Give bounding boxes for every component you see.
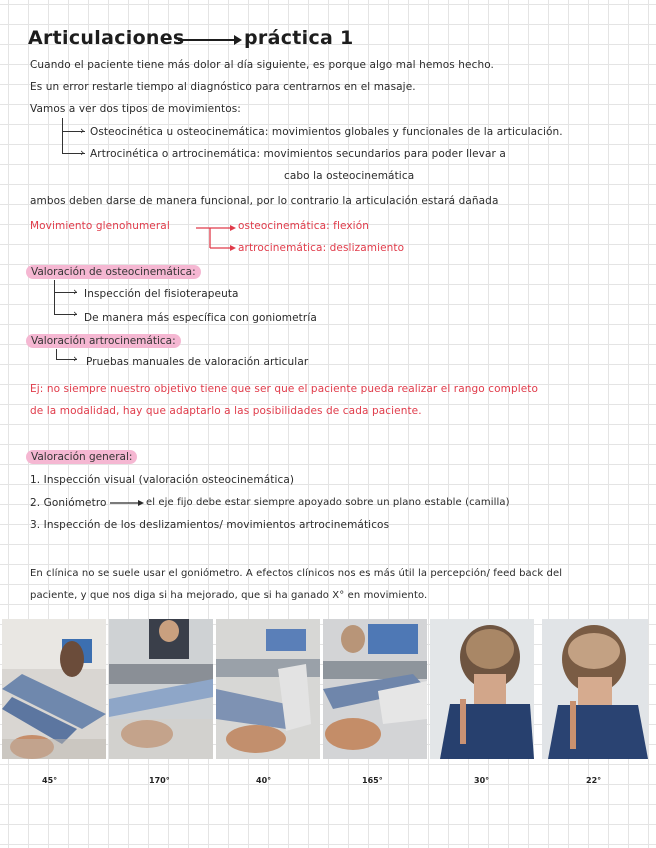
clinic-note-line-2: paciente, y que nos diga si ha mejorado, que si ha ganado X° en movimiento. bbox=[30, 590, 428, 601]
photo-hip-flexion bbox=[2, 619, 106, 759]
example-branch-icon bbox=[196, 222, 236, 254]
example-osteo: osteocinemática: flexión bbox=[238, 220, 369, 232]
arrow-right-icon: › bbox=[73, 352, 78, 365]
general-item-1: 1. Inspección visual (valoración osteocinemática) bbox=[30, 474, 295, 486]
intro-line-2: Es un error restarle tiempo al diagnóstico para centrarnos en el masaje. bbox=[30, 81, 416, 93]
photo-caption: 165° bbox=[362, 776, 383, 785]
photo-caption: 40° bbox=[256, 776, 272, 785]
page-subtitle: práctica 1 bbox=[244, 27, 354, 49]
osteo-item-2: De manera más específica con goniometría bbox=[84, 312, 317, 324]
photo-caption: 45° bbox=[42, 776, 58, 785]
example-artro: artrocinemática: deslizamiento bbox=[238, 242, 405, 254]
general-item-2: 2. Goniómetro bbox=[30, 497, 107, 509]
photo-neck-rotation bbox=[542, 619, 648, 759]
intro-line-3: Vamos a ver dos tipos de movimientos: bbox=[30, 103, 241, 115]
title-arrow-icon bbox=[178, 34, 242, 46]
clinic-note-line-1: En clínica no se suele usar el goniómetro. A efectos clínicos nos es más útil la percepción/ feed back del bbox=[30, 568, 563, 579]
artro-heading: Valoración artrocinemática: bbox=[26, 334, 181, 348]
movement-type-artro: Artrocinética o artrocinemática: movimientos secundarios para poder llevar a bbox=[90, 148, 506, 160]
general-item-3: 3. Inspección de los deslizamientos/ movimientos artrocinemáticos bbox=[30, 519, 390, 531]
photo-caption: 22° bbox=[586, 776, 602, 785]
arrow-right-icon: › bbox=[80, 124, 85, 137]
arrow-right-icon: › bbox=[73, 285, 78, 298]
photo-leg-raise bbox=[109, 619, 213, 759]
intro-line-1: Cuando el paciente tiene más dolor al día siguiente, es porque algo mal hemos hecho. bbox=[30, 59, 494, 71]
objective-line-1: Ej: no siempre nuestro objetivo tiene que ser que el paciente pueda realizar el rango completo bbox=[30, 383, 539, 395]
movement-type-artro-cont: cabo la osteocinemática bbox=[284, 170, 415, 182]
general-item-2-detail: el eje fijo debe estar siempre apoyado sobre un plano estable (camilla) bbox=[146, 497, 510, 508]
photo-ankle-measure bbox=[216, 619, 320, 759]
general-heading: Valoración general: bbox=[26, 450, 137, 464]
artro-item-1: Pruebas manuales de valoración articular bbox=[86, 356, 309, 368]
osteo-item-1: Inspección del fisioterapeuta bbox=[84, 288, 239, 300]
arrow-right-icon: › bbox=[73, 307, 78, 320]
example-label: Movimiento glenohumeral bbox=[30, 220, 170, 232]
arrow-right-icon bbox=[110, 498, 144, 508]
objective-line-2: de la modalidad, hay que adaptarlo a las posibilidades de cada paciente. bbox=[30, 405, 422, 417]
page-title: Articulaciones bbox=[28, 27, 185, 49]
osteo-heading: Valoración de osteocinemática: bbox=[26, 265, 201, 279]
arrow-right-icon: › bbox=[80, 146, 85, 159]
photo-neck-flexion bbox=[430, 619, 534, 759]
functional-note: ambos deben darse de manera funcional, por lo contrario la articulación estará dañada bbox=[30, 195, 499, 207]
photo-caption: 30° bbox=[474, 776, 490, 785]
photo-knee-measure bbox=[323, 619, 427, 759]
movement-type-osteo: Osteocinética u osteocinemática: movimientos globales y funcionales de la articulación. bbox=[90, 126, 563, 138]
photo-caption: 170° bbox=[149, 776, 170, 785]
